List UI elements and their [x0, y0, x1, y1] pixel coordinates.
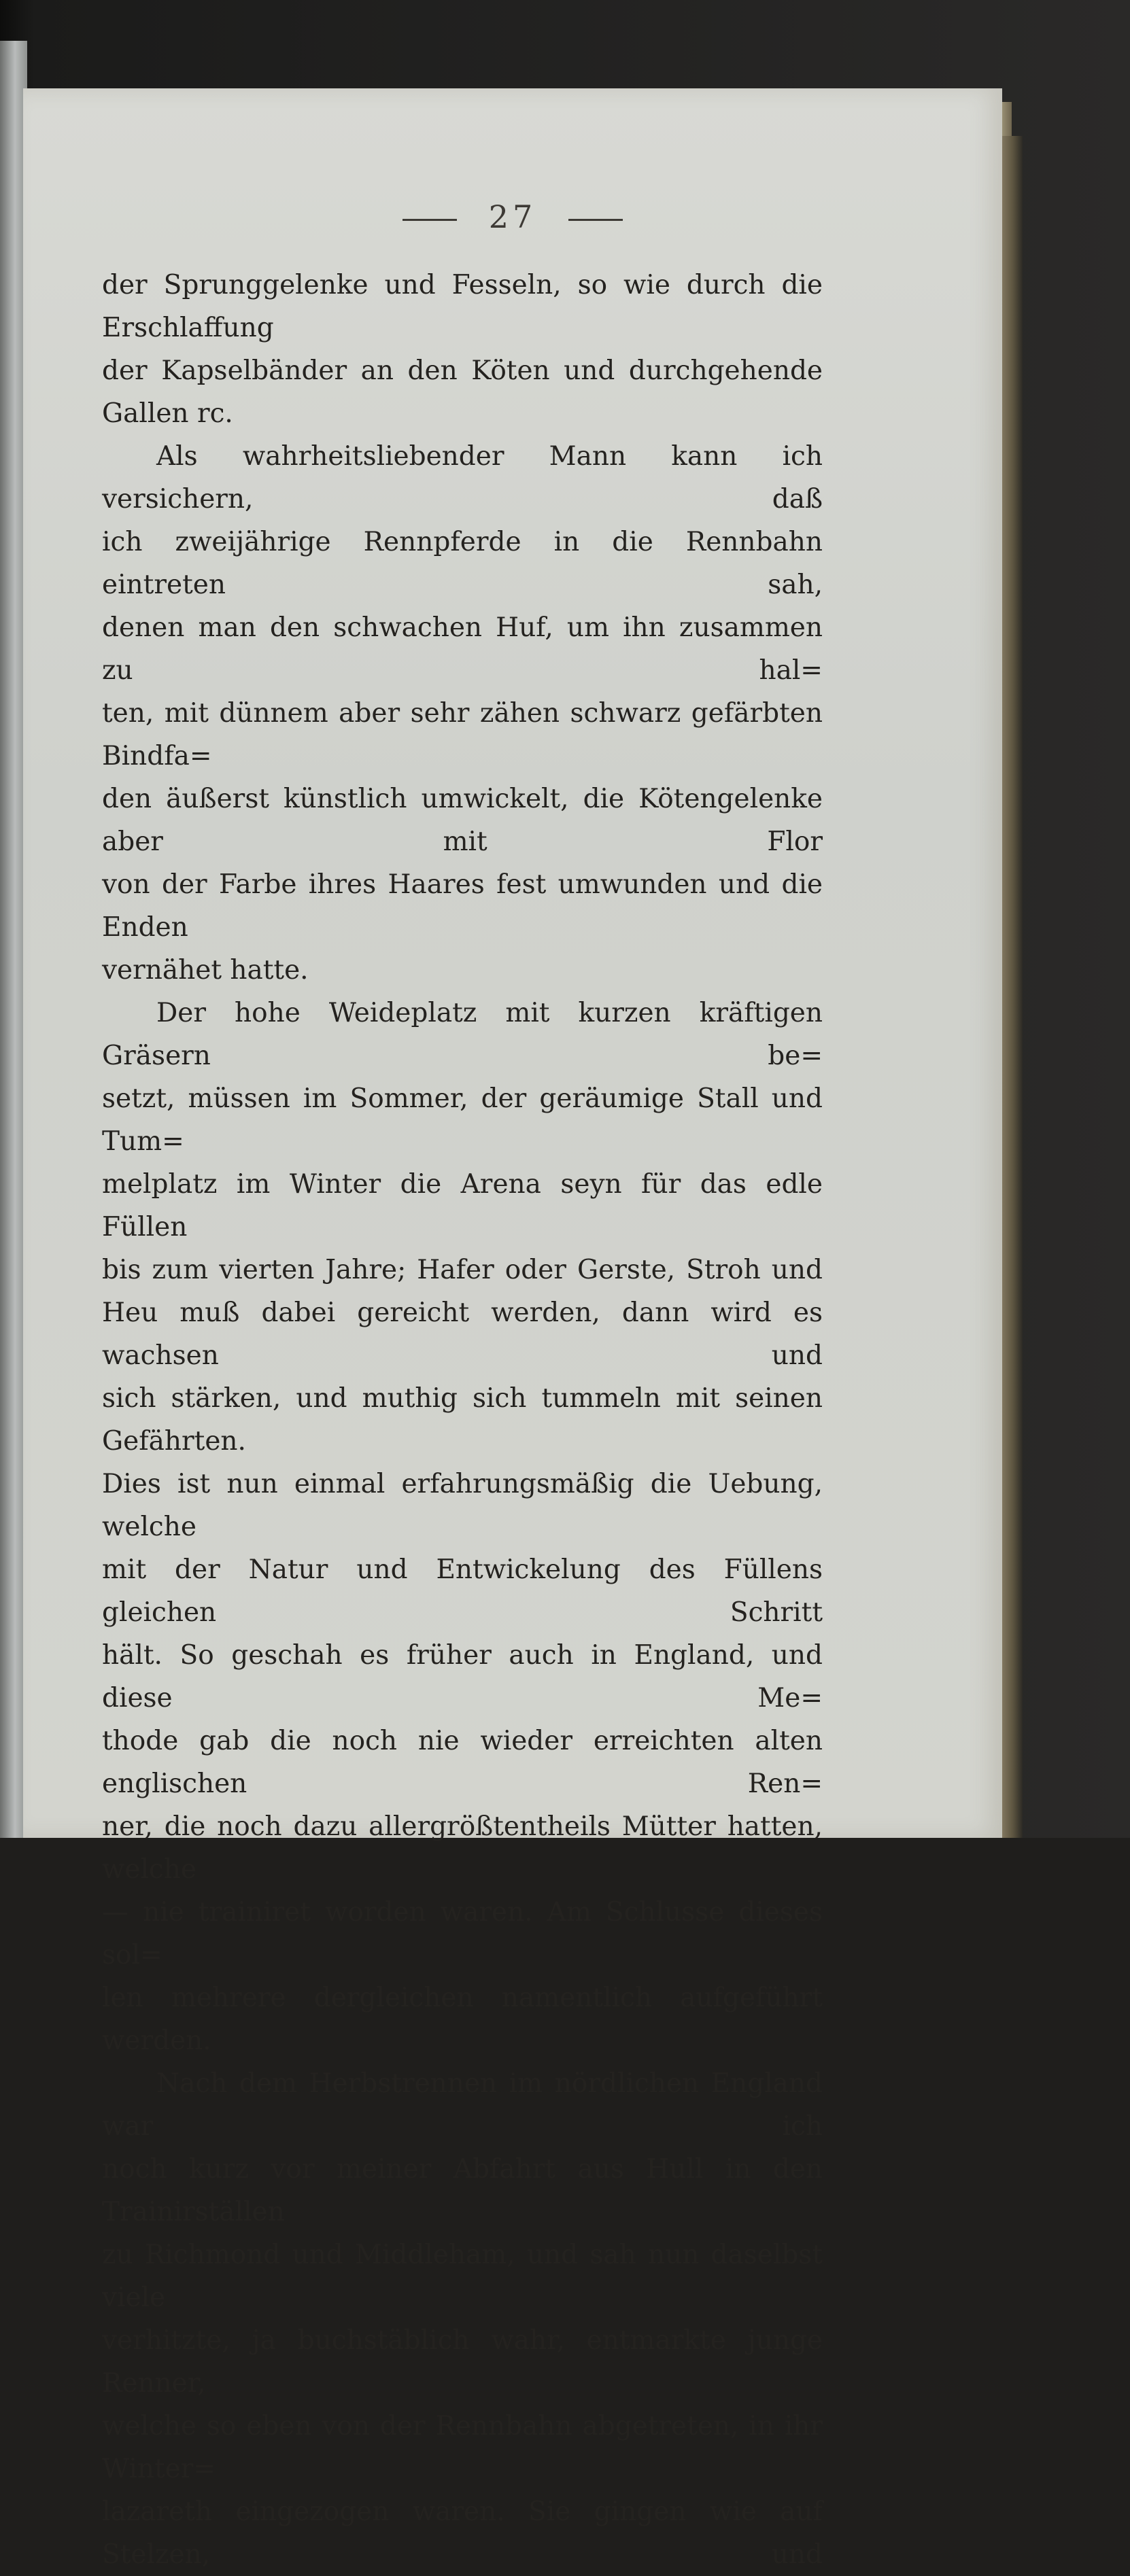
header-dash-left — [403, 219, 457, 221]
text-line: ich zweijährige Rennpferde in die Rennbahn eintreten sah, — [102, 527, 823, 600]
text-line: ner, die noch dazu allergrößtentheils Mütter hatten, welche — [102, 1811, 823, 1885]
page-body-text — [102, 264, 823, 2576]
text-line: Der hohe Weideplatz mit kurzen kräftigen Gräsern be= — [102, 998, 823, 1071]
text-line: Nach dem Herbstrennen im nördlichen England war ich — [102, 2068, 823, 2142]
text-line: melplatz im Winter die Arena seyn für das edle Füllen — [102, 1169, 823, 1242]
text-line: setzt, müssen im Sommer, der geräumige Stall und Tum= — [102, 1083, 823, 1157]
text-line: von der Farbe ihres Haares fest umwunden und die Enden — [102, 869, 823, 943]
text-line: welche so eben von der Rennbahn abgetreten, in ihr Winter= — [102, 2411, 823, 2484]
text-line: den äußerst künstlich umwickelt, die Kötengelenke aber mit Flor — [102, 784, 823, 857]
text-line: verhitzte, ja buchstäblich wahr, entmarkte junge Renner, — [102, 2325, 823, 2399]
text-line: Als wahrheitsliebender Mann kann ich versichern, daß — [102, 441, 823, 515]
text-line: mit der Natur und Entwickelung des Füllens gleichen Schritt — [102, 1554, 823, 1628]
text-line: der Sprunggelenke und Fesseln, so wie durch die Erschlaffung — [102, 270, 823, 343]
page-header — [23, 198, 1002, 235]
text-line: len mehrere dergleichen namentlich aufgeführt werden. — [102, 1983, 823, 2056]
text-line: lazareth eingezogen waren. Sie gingen wie auf Stelzen, und — [102, 2496, 823, 2570]
text-line: zu Richmond und Middleham, und sah nun daselbst viele — [102, 2240, 823, 2313]
text-line: hält. So geschah es früher auch in England, und diese Me= — [102, 1640, 823, 1713]
text-line: thode gab die noch nie wieder erreichten alten englischen Ren= — [102, 1726, 823, 1799]
text-line: vernähet hatte. — [102, 955, 309, 986]
text-line: Dies ist nun einmal erfahrungsmäßig die Uebung, welche — [102, 1469, 823, 1542]
text-line: ten, mit dünnem aber sehr zähen schwarz gefärbten Bindfa= — [102, 698, 823, 771]
text-line: noch kurz vor meiner Abfahrt aus Hull in den Trainirställen — [102, 2154, 823, 2227]
text-line: der Kapselbänder an den Köten und durchgehende Gallen rc. — [102, 355, 823, 429]
text-line: — nie trainiret worden waren. Am Schlusse dieses sol= — [102, 1897, 823, 1970]
page-number: 27 — [488, 198, 537, 235]
text-line: denen man den schwachen Huf, um ihn zusammen zu hal= — [102, 612, 823, 686]
text-line: sich stärken, und muthig sich tummeln mit seinen Gefährten. — [102, 1383, 823, 1457]
text-line: bis zum vierten Jahre; Hafer oder Gerste, Stroh und — [102, 1255, 823, 1285]
text-line: Heu muß dabei gereicht werden, dann wird es wachsen und — [102, 1298, 823, 1371]
header-dash-right — [568, 219, 623, 221]
page-fore-edge-shadow — [999, 136, 1023, 1838]
